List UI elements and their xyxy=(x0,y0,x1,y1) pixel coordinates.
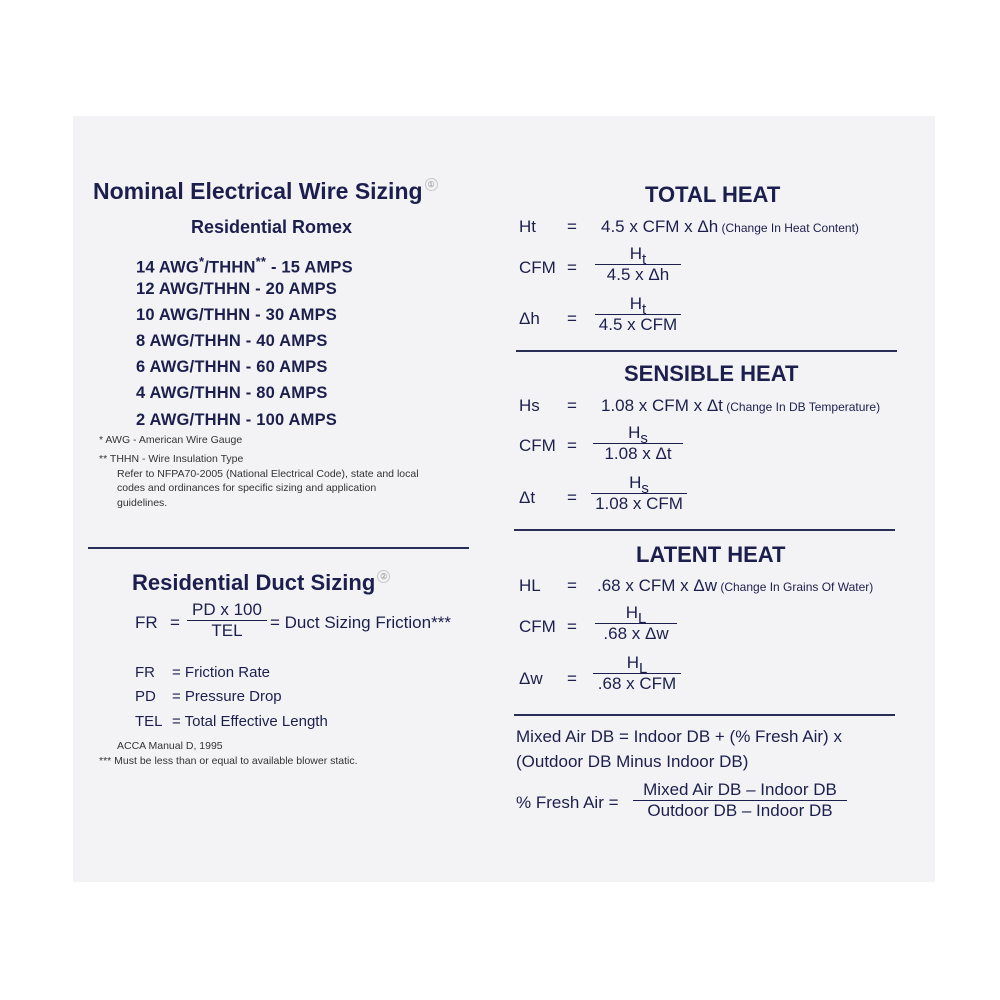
fresh-air-denominator: Outdoor DB – Indoor DB xyxy=(633,800,847,821)
ht-formula: 4.5 x CFM x Δh (Change In Heat Content) xyxy=(601,217,859,236)
footnote-refer: codes and ordinances for specific sizing and application xyxy=(117,482,377,494)
hl-label: HL xyxy=(519,576,541,595)
reference-card xyxy=(73,116,935,882)
wire-row: 2 AWG/THHN - 100 AMPS xyxy=(136,411,338,429)
wire-sizing-subtitle: Residential Romex xyxy=(191,217,353,237)
def-text: = Pressure Drop xyxy=(172,688,282,705)
equals: = xyxy=(567,309,577,328)
fresh-air-label: % Fresh Air = xyxy=(516,793,619,812)
hs-label: Hs xyxy=(519,396,540,415)
def-text: = Friction Rate xyxy=(172,664,270,681)
cfm-fraction: $\frac{HL}{\text{.68 x Δw}}$ xyxy=(595,603,677,644)
right-divider xyxy=(514,529,895,531)
hl-formula: .68 x CFM x Δw (Change In Grains Of Water) xyxy=(597,576,874,595)
delta-t-label: Δt xyxy=(519,488,536,507)
ht-label: Ht xyxy=(519,217,536,236)
left-divider xyxy=(88,547,469,549)
equals: = xyxy=(567,617,577,636)
note-one-mark: ① xyxy=(425,178,438,191)
wire-row: 4 AWG/THHN - 80 AMPS xyxy=(136,384,328,402)
cfm-fraction: $\frac{Ht}{\text{4.5 x Δh}}$ xyxy=(595,244,681,285)
hs-formula: 1.08 x CFM x Δt (Change In DB Temperature) xyxy=(601,396,881,415)
fr-denominator: TEL xyxy=(187,620,267,641)
duct-sizing-title: Residential Duct Sizing ② xyxy=(132,570,390,596)
fresh-air-numerator: Mixed Air DB – Indoor DB xyxy=(643,780,837,799)
wire-sizing-title: Nominal Electrical Wire Sizing ① xyxy=(93,178,438,205)
sensible-heat-title: SENSIBLE HEAT xyxy=(624,361,799,386)
latent-heat-title: LATENT HEAT xyxy=(636,542,786,567)
equals: = xyxy=(567,488,577,507)
right-divider xyxy=(516,350,897,352)
equals: = xyxy=(567,396,577,415)
note-two-mark: ② xyxy=(377,570,390,583)
blower-note: *** Must be less than or equal to available blower static. xyxy=(99,755,358,767)
fr-rhs: = Duct Sizing Friction*** xyxy=(270,613,451,632)
delta-w-label: Δw xyxy=(519,669,543,688)
right-divider xyxy=(514,714,895,716)
equals: = xyxy=(567,576,577,595)
ht-equals: = xyxy=(567,217,577,236)
acca-reference: ACCA Manual D, 1995 xyxy=(117,740,223,752)
delta-h-fraction: Ht 4.5 x CFM xyxy=(595,294,681,335)
def-text: = Total Effective Length xyxy=(172,713,328,730)
footnote-thhn: ** THHN - Wire Insulation Type xyxy=(99,453,244,465)
cfm-label: CFM xyxy=(519,617,556,636)
cfm-label: CFM xyxy=(519,258,556,277)
mixed-air-formula: Mixed Air DB = Indoor DB + (% Fresh Air) x xyxy=(516,727,842,746)
mixed-air-formula: (Outdoor DB Minus Indoor DB) xyxy=(516,752,749,771)
total-heat-title: TOTAL HEAT xyxy=(645,182,781,207)
def-term: PD xyxy=(135,688,156,705)
footnote-refer: guidelines. xyxy=(117,497,168,509)
fr-label: FR xyxy=(135,613,158,632)
equals: = xyxy=(567,669,577,688)
cfm-label: CFM xyxy=(519,436,556,455)
def-term: TEL xyxy=(135,713,163,730)
fresh-air-fraction xyxy=(633,780,847,821)
equals: = xyxy=(567,436,577,455)
wire-row: 10 AWG/THHN - 30 AMPS xyxy=(136,306,338,324)
delta-w-fraction: HL .68 x CFM xyxy=(593,653,681,694)
wire-row: 6 AWG/THHN - 60 AMPS xyxy=(136,358,328,376)
fr-numerator: PD x 100 xyxy=(192,600,262,619)
footnote-awg: * AWG - American Wire Gauge xyxy=(99,434,243,446)
delta-h-label: Δh xyxy=(519,309,540,328)
footnote-refer: Refer to NFPA70-2005 (National Electrical Code), state and local xyxy=(117,468,419,480)
wire-row: 14 AWG*/THHN** - 15 AMPS xyxy=(136,254,353,277)
cfm-fraction: $\frac{Hs}{\text{1.08 x Δt}}$ xyxy=(593,423,683,464)
wire-row: 12 AWG/THHN - 20 AMPS xyxy=(136,280,338,298)
wire-row: 8 AWG/THHN - 40 AMPS xyxy=(136,332,328,350)
equals: = xyxy=(567,258,577,277)
delta-t-fraction: Hs 1.08 x CFM xyxy=(591,473,687,514)
fr-fraction xyxy=(187,600,267,641)
fr-equals: = xyxy=(170,613,180,632)
def-term: FR xyxy=(135,664,155,681)
